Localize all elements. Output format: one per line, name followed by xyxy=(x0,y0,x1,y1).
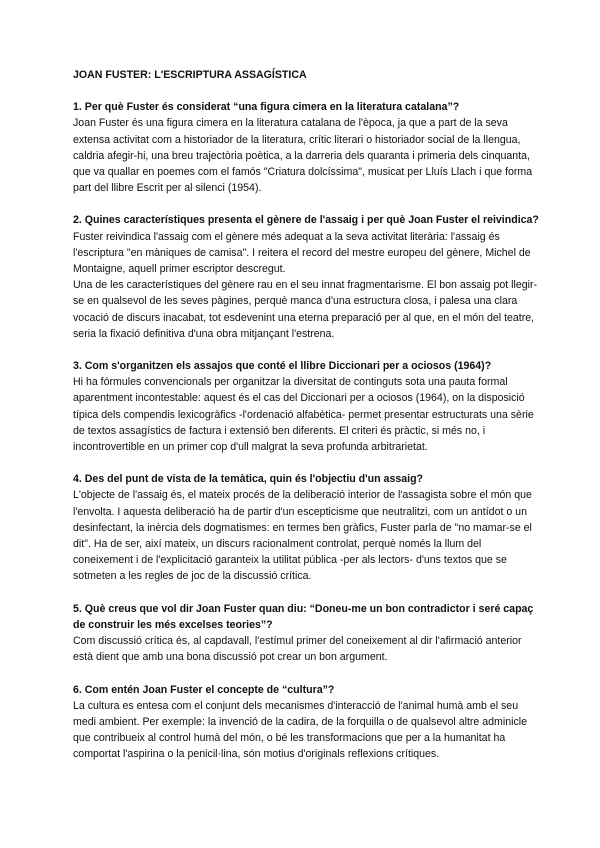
section-question: 4. Des del punt de vista de la temàtica, quin és l'objectiu d'un assaig? xyxy=(73,473,424,486)
section-question: 5. Què creus que vol dir Joan Fuster quan diu: “Doneu-me un bon contradictor i seré capaç de construir les més excelses teories”? xyxy=(73,602,534,631)
section-paragraph: Joan Fuster és una figura cimera en la literatura catalana de l'època, ja que a part de la seva extensa activitat com a historiador de la literatura, crític literari o historiador social de la llengua, caldria afegir-hi, una breu trajectòria poètica, a la darreria dels quaranta i primeria dels cinquanta, que va quallar en poemes com el famós "Criatura dolcíssima", musicat per Lluís Llach i que forma part del llibre Escrit per al silenci (1954). xyxy=(73,117,533,195)
section-question: 2. Quines característiques presenta el gènere de l'assaig i per què Joan Fuster el reivindica? xyxy=(73,214,539,227)
section-6 xyxy=(73,682,541,763)
section-paragraph: Hi ha fórmules convencionals per organitzar la diversitat de continguts sota una pauta formal aparentment incontestable: aquest és el cas del Diccionari per a ociosos (1964), on la disposició típica dels compendis lexicogràfics -l'ordenació alfabètica- permet presentar estructurats una sèrie de textos assagístics de factura i extensió ben diferents. El criteri és pràctic, si més no, i incontrovertible en un primer cop d'ull malgrat la seva profunda arbitrarietat. xyxy=(73,376,534,454)
section-paragraph: La cultura es entesa com el conjunt dels mecanismes d'interacció de l'animal humà amb el seu medi ambient. Per exemple: la invenció de la cadira, de la forquilla o de qualsevol altre adminicle que contribueix al control humà del món, o bé les transformacions que per a la humanitat ha comportat l'aspirina o la penicil·lina, són motius d'originals reflexions crítiques. xyxy=(73,699,528,761)
section-3 xyxy=(73,358,541,455)
section-5 xyxy=(73,601,541,666)
section-question: 6. Com entén Joan Fuster el concepte de “cultura”? xyxy=(73,683,335,696)
document-title: JOAN FUSTER: L'ESCRIPTURA ASSAGÍSTICA xyxy=(73,69,307,81)
section-paragraph: Una de les característiques del gènere rau en el seu innat fragmentarisme. El bon assaig pot llegir-se en qualsevol de les seves pàgines, perquè manca d'una estructura closa, i palesa una clara vocació de discurs inacabat, tot esdevenint una eterna preparació per al que, en el món del teatre, seria la fixació definitiva d'una obra mitjançant l'estrena. xyxy=(73,279,538,340)
section-question: 1. Per què Fuster és considerat “una figura cimera en la literatura catalana”? xyxy=(73,101,460,114)
section-4 xyxy=(73,471,541,584)
section-question: 3. Com s'organitzen els assajos que conté el llibre Diccionari per a ociosos (1964)? xyxy=(73,360,492,373)
document-body xyxy=(73,67,541,779)
section-1 xyxy=(73,99,541,196)
section-paragraph: Com discussió crítica és, al capdavall, l'estímul primer del coneixement al dir l'afirmació anterior està dient que amb una bona discussió pot crear un bon argument. xyxy=(73,635,522,664)
section-2 xyxy=(73,212,541,342)
section-paragraph: L'objecte de l'assaig és, el mateix procés de la deliberació interior de l'assagista sobre el món que l'envolta. I aquesta deliberació ha de partir d'un escepticisme que neutralitzi, com un antídot o un desinfectant, la inèrcia dels dogmatismes: en termes ben gràfics, Fuster parla de "no mamar-se el dit". Ha de ser, així mateix, un discurs racionalment controlat, perquè només la llum del coneixement i de l'explicitació garanteix la utilitat pública -per als lectors- d'uns textos que se sotmeten a les regles de joc de la discussió crítica. xyxy=(73,489,532,583)
section-paragraph: Fuster reivindica l'assaig com el gènere més adequat a la seva activitat literària: l'assaig és l'escriptura "en màniques de camisa". I reitera el record del mestre europeu del gènere, Michel de Montaigne, aquell primer escriptor descregut. xyxy=(73,230,531,276)
